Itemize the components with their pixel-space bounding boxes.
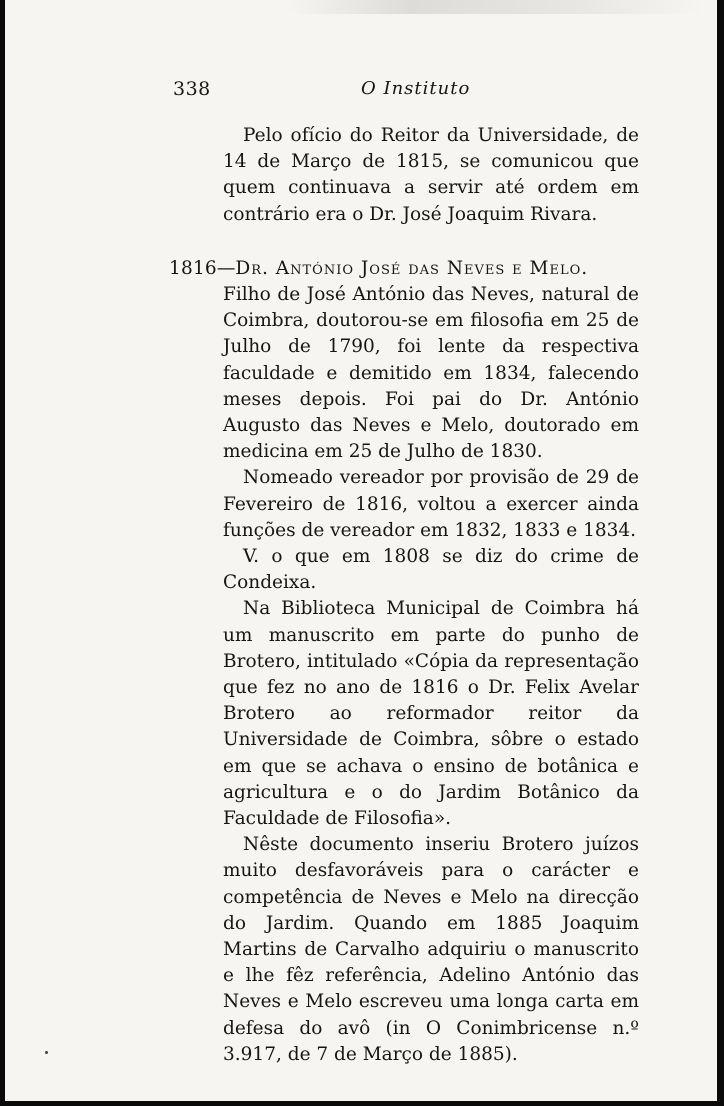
page-number: 338 (173, 78, 211, 100)
scan-speck (45, 1051, 48, 1054)
entry-paragraph-3: V. o que em 1808 se diz do crime de Condeixa. (223, 546, 639, 594)
entry-year: 1816 (169, 258, 217, 279)
intro-paragraph: Pelo ofício do Reitor da Universidade, de 14 de Março de 1815, se comunicou que quem continuava a servir até ordem em contrário era o Dr. José Joaquim Rivara. (223, 125, 639, 225)
running-head: O Instituto (361, 78, 471, 99)
page-header (5, 78, 717, 102)
scan-smudge (285, 0, 705, 14)
intro-block (223, 123, 639, 228)
entry-dash: — (216, 258, 236, 279)
entry-paragraph-4: Na Biblioteca Municipal de Coimbra há um manuscrito em parte do punho de Brotero, intitulado «Cópia da representação que fez no ano de 1816 o Dr. Felix Avelar Brotero ao reformador reitor da Universidade de Coimbra, sôbre o estado em que se achava o ensino de botânica e agricultura e o do Jardim Botânico da Faculdade de Filosofia». (223, 598, 639, 830)
entry-paragraph-5: Nêste documento inseriu Brotero juízos muito desfavoráveis para o carácter e competência de Neves e Melo na direcção do Jardim. Quando em 1885 Joaquim Martins de Carvalho adquiriu o manuscrito e lhe fêz referência, Adelino António das Neves e Melo escreveu uma longa carta em defesa do avô (in O Conimbricense n.º 3.917, de 7 de Março de 1885). (223, 834, 639, 1065)
entry-body (223, 282, 639, 1068)
entry-paragraph-1: Filho de José António das Neves, natural de Coimbra, doutorou-se em filosofia em 25 de Julho de 1790, foi lente da respectiva faculdade e demitido em 1834, falecendo meses depois. Foi pai do Dr. António Augusto das Neves e Melo, doutorado em medicina em 25 de Julho de 1830. (223, 284, 639, 463)
entry-name: Dr. António José das Neves e Melo. (235, 258, 589, 279)
entry-heading (169, 256, 639, 282)
entry-paragraph-2: Nomeado vereador por provisão de 29 de Fevereiro de 1816, voltou a exercer ainda funções de vereador em 1832, 1833 e 1834. (223, 467, 639, 541)
